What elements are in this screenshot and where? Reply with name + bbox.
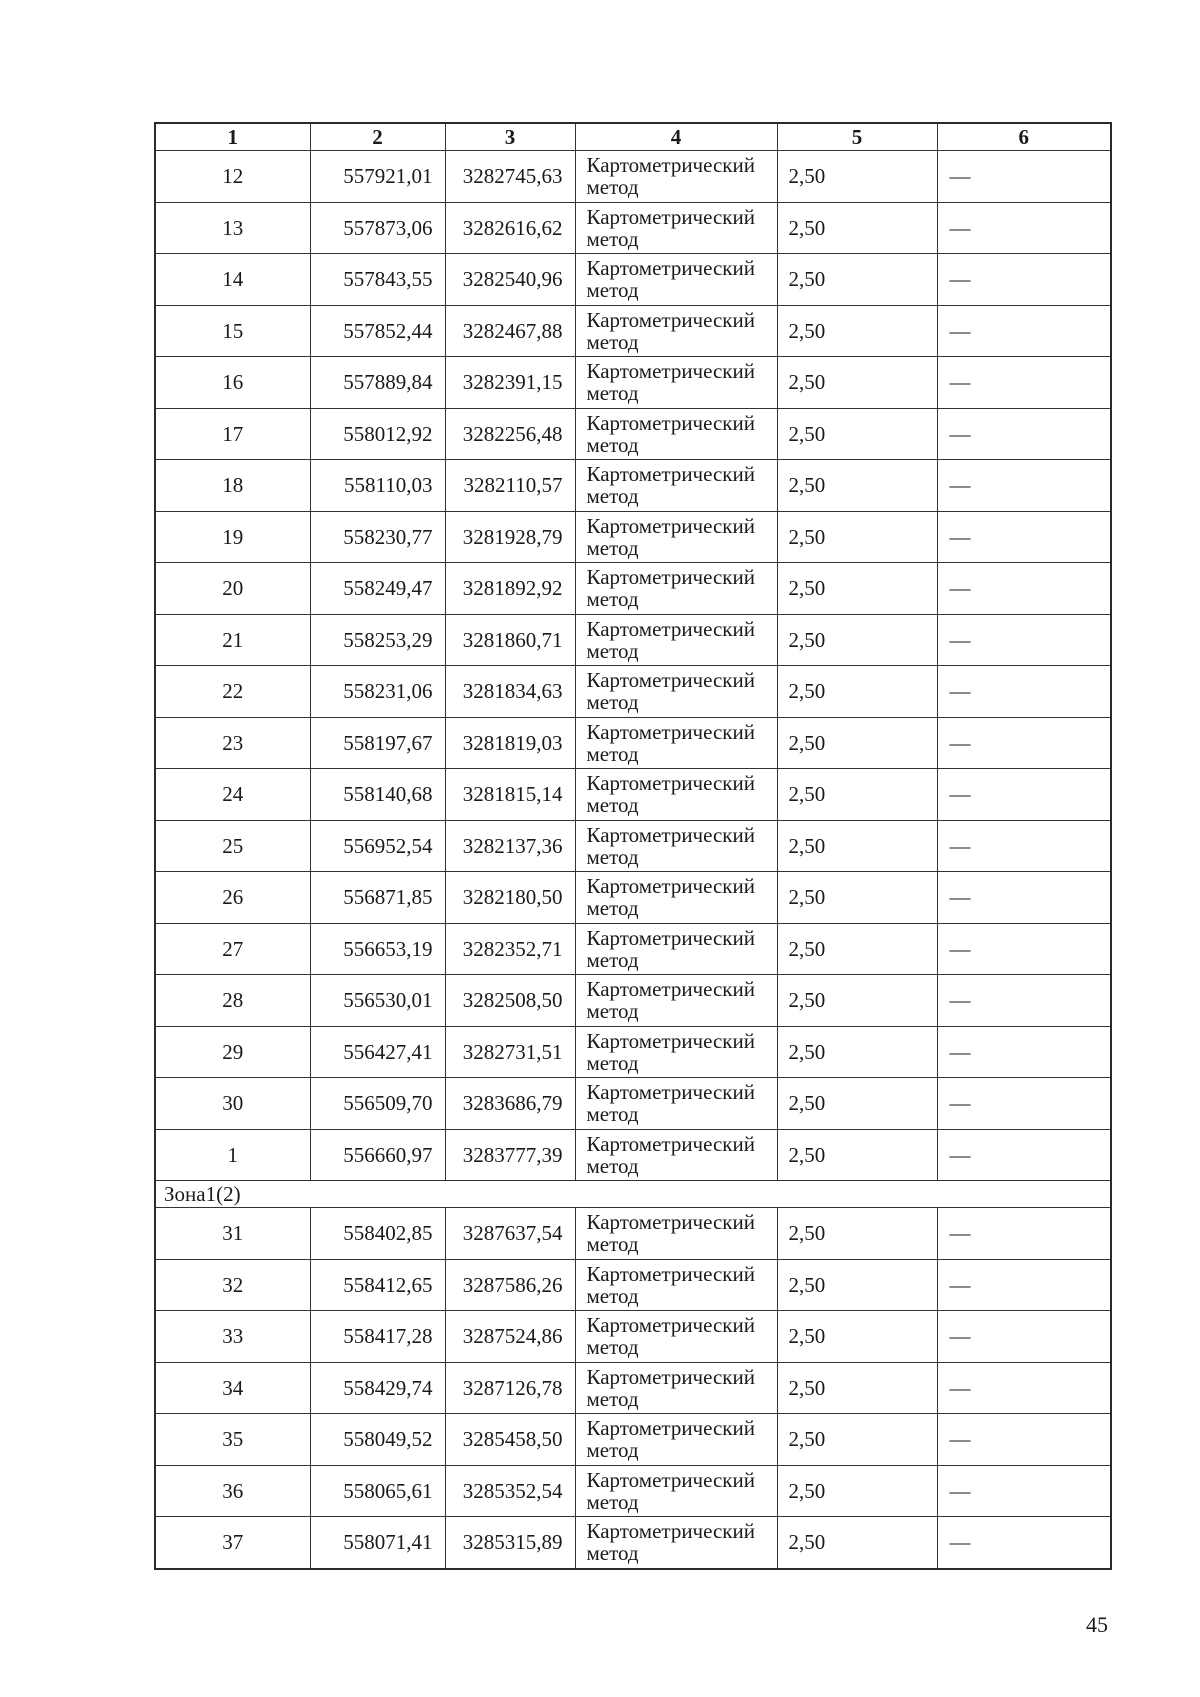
- point-number-cell: 28: [155, 975, 310, 1027]
- note-cell: —: [937, 511, 1111, 563]
- method-text-line: Картометрический: [586, 822, 755, 847]
- method-cell: [575, 1465, 777, 1517]
- method-text-line: Картометрический: [586, 1080, 755, 1105]
- accuracy-cell: 2,50: [777, 975, 937, 1027]
- method-text-line: Картометрический: [586, 616, 755, 641]
- x-coordinate-cell: 558049,52: [310, 1414, 445, 1466]
- note-cell: —: [937, 666, 1111, 718]
- note-cell: —: [937, 563, 1111, 615]
- method-text-line: Картометрический: [586, 462, 755, 487]
- note-cell: —: [937, 1078, 1111, 1130]
- method-text-line: метод: [586, 587, 639, 612]
- accuracy-cell: 2,50: [777, 305, 937, 357]
- x-coordinate-cell: 557843,55: [310, 254, 445, 306]
- method-cell: [575, 1311, 777, 1363]
- table-row: [155, 563, 1111, 615]
- note-cell: —: [937, 1465, 1111, 1517]
- point-number-cell: 24: [155, 769, 310, 821]
- note-cell: —: [937, 202, 1111, 254]
- method-text-line: Картометрический: [586, 1364, 755, 1389]
- y-coordinate-cell: 3287586,26: [445, 1259, 575, 1311]
- note-cell: —: [937, 1517, 1111, 1569]
- point-number-cell: 21: [155, 614, 310, 666]
- note-cell: —: [937, 872, 1111, 924]
- method-text-line: метод: [586, 690, 639, 715]
- table-body: [155, 151, 1111, 1569]
- coordinates-table: [154, 122, 1112, 1570]
- method-cell: [575, 666, 777, 718]
- note-cell: —: [937, 769, 1111, 821]
- method-cell: [575, 975, 777, 1027]
- note-cell: —: [937, 1311, 1111, 1363]
- column-header-5: 5: [777, 123, 937, 151]
- accuracy-cell: 2,50: [777, 717, 937, 769]
- method-text-line: Картометрический: [586, 1519, 755, 1544]
- x-coordinate-cell: 558417,28: [310, 1311, 445, 1363]
- method-cell: [575, 202, 777, 254]
- method-cell: [575, 923, 777, 975]
- point-number-cell: 37: [155, 1517, 310, 1569]
- method-cell: [575, 1362, 777, 1414]
- method-text-line: метод: [586, 1050, 639, 1075]
- method-text-line: Картометрический: [586, 204, 755, 229]
- x-coordinate-cell: 556427,41: [310, 1026, 445, 1078]
- accuracy-cell: 2,50: [777, 460, 937, 512]
- accuracy-cell: 2,50: [777, 1078, 937, 1130]
- point-number-cell: 22: [155, 666, 310, 718]
- point-number-cell: 15: [155, 305, 310, 357]
- accuracy-cell: 2,50: [777, 923, 937, 975]
- column-header-6: 6: [937, 123, 1111, 151]
- method-text-line: метод: [586, 1541, 639, 1566]
- method-text-line: Картометрический: [586, 668, 755, 693]
- zone-label: Зона1(2): [155, 1181, 1111, 1208]
- y-coordinate-cell: 3285315,89: [445, 1517, 575, 1569]
- method-cell: [575, 1026, 777, 1078]
- x-coordinate-cell: 556653,19: [310, 923, 445, 975]
- method-text-line: метод: [586, 1489, 639, 1514]
- method-text-line: метод: [586, 484, 639, 509]
- method-cell: [575, 1129, 777, 1181]
- accuracy-cell: 2,50: [777, 872, 937, 924]
- method-text-line: метод: [586, 947, 639, 972]
- point-number-cell: 34: [155, 1362, 310, 1414]
- y-coordinate-cell: 3281892,92: [445, 563, 575, 615]
- point-number-cell: 27: [155, 923, 310, 975]
- method-text-line: Картометрический: [586, 771, 755, 796]
- method-text-line: Картометрический: [586, 1210, 755, 1235]
- method-cell: [575, 1078, 777, 1130]
- y-coordinate-cell: 3282391,15: [445, 357, 575, 409]
- accuracy-cell: 2,50: [777, 666, 937, 718]
- accuracy-cell: 2,50: [777, 357, 937, 409]
- method-text-line: Картометрический: [586, 1261, 755, 1286]
- point-number-cell: 31: [155, 1208, 310, 1260]
- y-coordinate-cell: 3285458,50: [445, 1414, 575, 1466]
- y-coordinate-cell: 3282352,71: [445, 923, 575, 975]
- method-text-line: метод: [586, 432, 639, 457]
- table-row: [155, 872, 1111, 924]
- accuracy-cell: 2,50: [777, 1465, 937, 1517]
- accuracy-cell: 2,50: [777, 1414, 937, 1466]
- accuracy-cell: 2,50: [777, 769, 937, 821]
- y-coordinate-cell: 3283777,39: [445, 1129, 575, 1181]
- accuracy-cell: 2,50: [777, 202, 937, 254]
- method-cell: [575, 717, 777, 769]
- accuracy-cell: 2,50: [777, 1517, 937, 1569]
- column-header-2: 2: [310, 123, 445, 151]
- method-cell: [575, 305, 777, 357]
- table-row: [155, 769, 1111, 821]
- column-header-1: 1: [155, 123, 310, 151]
- accuracy-cell: 2,50: [777, 1026, 937, 1078]
- y-coordinate-cell: 3281819,03: [445, 717, 575, 769]
- table-row: [155, 408, 1111, 460]
- table-row: [155, 1078, 1111, 1130]
- method-text-line: метод: [586, 1386, 639, 1411]
- table-row: [155, 1414, 1111, 1466]
- method-text-line: Картометрический: [586, 256, 755, 281]
- note-cell: —: [937, 1026, 1111, 1078]
- table-row: [155, 511, 1111, 563]
- y-coordinate-cell: 3282467,88: [445, 305, 575, 357]
- point-number-cell: 26: [155, 872, 310, 924]
- point-number-cell: 23: [155, 717, 310, 769]
- x-coordinate-cell: 557889,84: [310, 357, 445, 409]
- table-row: [155, 460, 1111, 512]
- page-number: 45: [1086, 1612, 1108, 1637]
- method-text-line: метод: [586, 381, 639, 406]
- method-text-line: Картометрический: [586, 925, 755, 950]
- method-cell: [575, 254, 777, 306]
- method-text-line: метод: [586, 741, 639, 766]
- accuracy-cell: 2,50: [777, 820, 937, 872]
- y-coordinate-cell: 3283686,79: [445, 1078, 575, 1130]
- y-coordinate-cell: 3287126,78: [445, 1362, 575, 1414]
- point-number-cell: 35: [155, 1414, 310, 1466]
- method-text-line: метод: [586, 226, 639, 251]
- x-coordinate-cell: 558110,03: [310, 460, 445, 512]
- table-row: [155, 357, 1111, 409]
- method-text-line: метод: [586, 1335, 639, 1360]
- y-coordinate-cell: 3281860,71: [445, 614, 575, 666]
- method-text-line: Картометрический: [586, 1028, 755, 1053]
- y-coordinate-cell: 3287637,54: [445, 1208, 575, 1260]
- x-coordinate-cell: 557921,01: [310, 151, 445, 203]
- point-number-cell: 36: [155, 1465, 310, 1517]
- y-coordinate-cell: 3282110,57: [445, 460, 575, 512]
- y-coordinate-cell: 3282137,36: [445, 820, 575, 872]
- x-coordinate-cell: 558065,61: [310, 1465, 445, 1517]
- method-cell: [575, 614, 777, 666]
- method-text-line: метод: [586, 999, 639, 1024]
- point-number-cell: 16: [155, 357, 310, 409]
- table-row: [155, 151, 1111, 203]
- method-text-line: Картометрический: [586, 565, 755, 590]
- method-text-line: метод: [586, 896, 639, 921]
- method-text-line: Картометрический: [586, 513, 755, 538]
- point-number-cell: 13: [155, 202, 310, 254]
- x-coordinate-cell: 556952,54: [310, 820, 445, 872]
- x-coordinate-cell: 558012,92: [310, 408, 445, 460]
- table-row: [155, 975, 1111, 1027]
- method-text-line: Картометрический: [586, 410, 755, 435]
- point-number-cell: 19: [155, 511, 310, 563]
- note-cell: —: [937, 408, 1111, 460]
- note-cell: —: [937, 1259, 1111, 1311]
- accuracy-cell: 2,50: [777, 511, 937, 563]
- point-number-cell: 1: [155, 1129, 310, 1181]
- accuracy-cell: 2,50: [777, 151, 937, 203]
- note-cell: —: [937, 614, 1111, 666]
- method-text-line: метод: [586, 175, 639, 200]
- x-coordinate-cell: 558249,47: [310, 563, 445, 615]
- zone-header-row: [155, 1181, 1111, 1208]
- method-cell: [575, 563, 777, 615]
- table-row: [155, 1465, 1111, 1517]
- table-row: [155, 1362, 1111, 1414]
- note-cell: —: [937, 923, 1111, 975]
- accuracy-cell: 2,50: [777, 1311, 937, 1363]
- method-text-line: Картометрический: [586, 719, 755, 744]
- x-coordinate-cell: 558230,77: [310, 511, 445, 563]
- point-number-cell: 14: [155, 254, 310, 306]
- accuracy-cell: 2,50: [777, 563, 937, 615]
- method-text-line: метод: [586, 1283, 639, 1308]
- table-row: [155, 1517, 1111, 1569]
- method-text-line: метод: [586, 329, 639, 354]
- accuracy-cell: 2,50: [777, 254, 937, 306]
- table-row: [155, 305, 1111, 357]
- method-cell: [575, 820, 777, 872]
- y-coordinate-cell: 3281834,63: [445, 666, 575, 718]
- accuracy-cell: 2,50: [777, 408, 937, 460]
- point-number-cell: 25: [155, 820, 310, 872]
- note-cell: —: [937, 1362, 1111, 1414]
- x-coordinate-cell: 557873,06: [310, 202, 445, 254]
- accuracy-cell: 2,50: [777, 1208, 937, 1260]
- method-cell: [575, 1259, 777, 1311]
- y-coordinate-cell: 3287524,86: [445, 1311, 575, 1363]
- y-coordinate-cell: 3282256,48: [445, 408, 575, 460]
- column-header-3: 3: [445, 123, 575, 151]
- table-row: [155, 202, 1111, 254]
- y-coordinate-cell: 3282180,50: [445, 872, 575, 924]
- method-cell: [575, 769, 777, 821]
- x-coordinate-cell: 556871,85: [310, 872, 445, 924]
- note-cell: —: [937, 151, 1111, 203]
- point-number-cell: 18: [155, 460, 310, 512]
- x-coordinate-cell: 558402,85: [310, 1208, 445, 1260]
- method-cell: [575, 1208, 777, 1260]
- point-number-cell: 17: [155, 408, 310, 460]
- y-coordinate-cell: 3282508,50: [445, 975, 575, 1027]
- method-text-line: метод: [586, 793, 639, 818]
- method-text-line: метод: [586, 278, 639, 303]
- table-row: [155, 254, 1111, 306]
- point-number-cell: 30: [155, 1078, 310, 1130]
- x-coordinate-cell: 556660,97: [310, 1129, 445, 1181]
- table-row: [155, 1208, 1111, 1260]
- note-cell: —: [937, 975, 1111, 1027]
- point-number-cell: 33: [155, 1311, 310, 1363]
- method-text-line: метод: [586, 844, 639, 869]
- x-coordinate-cell: 558253,29: [310, 614, 445, 666]
- x-coordinate-cell: 557852,44: [310, 305, 445, 357]
- x-coordinate-cell: 558231,06: [310, 666, 445, 718]
- method-text-line: Картометрический: [586, 1131, 755, 1156]
- method-text-line: метод: [586, 1438, 639, 1463]
- accuracy-cell: 2,50: [777, 1362, 937, 1414]
- accuracy-cell: 2,50: [777, 614, 937, 666]
- note-cell: —: [937, 305, 1111, 357]
- method-cell: [575, 511, 777, 563]
- method-text-line: метод: [586, 1153, 639, 1178]
- method-cell: [575, 460, 777, 512]
- note-cell: —: [937, 820, 1111, 872]
- method-cell: [575, 151, 777, 203]
- note-cell: —: [937, 1208, 1111, 1260]
- method-cell: [575, 872, 777, 924]
- method-text-line: Картометрический: [586, 874, 755, 899]
- y-coordinate-cell: 3282540,96: [445, 254, 575, 306]
- method-text-line: Картометрический: [586, 977, 755, 1002]
- method-text-line: Картометрический: [586, 307, 755, 332]
- method-text-line: Картометрический: [586, 1313, 755, 1338]
- method-cell: [575, 408, 777, 460]
- x-coordinate-cell: 558197,67: [310, 717, 445, 769]
- method-text-line: Картометрический: [586, 153, 755, 178]
- table-header: [155, 123, 1111, 151]
- point-number-cell: 29: [155, 1026, 310, 1078]
- method-cell: [575, 1517, 777, 1569]
- method-text-line: Картометрический: [586, 359, 755, 384]
- note-cell: —: [937, 1414, 1111, 1466]
- x-coordinate-cell: 558071,41: [310, 1517, 445, 1569]
- table-row: [155, 1026, 1111, 1078]
- table-row: [155, 666, 1111, 718]
- method-text-line: метод: [586, 1102, 639, 1127]
- method-text-line: метод: [586, 535, 639, 560]
- y-coordinate-cell: 3281928,79: [445, 511, 575, 563]
- y-coordinate-cell: 3281815,14: [445, 769, 575, 821]
- table-row: [155, 717, 1111, 769]
- method-cell: [575, 1414, 777, 1466]
- accuracy-cell: 2,50: [777, 1259, 937, 1311]
- note-cell: —: [937, 717, 1111, 769]
- table-row: [155, 1259, 1111, 1311]
- note-cell: —: [937, 254, 1111, 306]
- x-coordinate-cell: 558429,74: [310, 1362, 445, 1414]
- method-cell: [575, 357, 777, 409]
- point-number-cell: 32: [155, 1259, 310, 1311]
- table-row: [155, 923, 1111, 975]
- x-coordinate-cell: 556509,70: [310, 1078, 445, 1130]
- table-row: [155, 1129, 1111, 1181]
- y-coordinate-cell: 3285352,54: [445, 1465, 575, 1517]
- table-row: [155, 820, 1111, 872]
- note-cell: —: [937, 1129, 1111, 1181]
- column-header-4: 4: [575, 123, 777, 151]
- x-coordinate-cell: 556530,01: [310, 975, 445, 1027]
- x-coordinate-cell: 558412,65: [310, 1259, 445, 1311]
- y-coordinate-cell: 3282731,51: [445, 1026, 575, 1078]
- point-number-cell: 12: [155, 151, 310, 203]
- y-coordinate-cell: 3282745,63: [445, 151, 575, 203]
- method-text-line: метод: [586, 638, 639, 663]
- accuracy-cell: 2,50: [777, 1129, 937, 1181]
- x-coordinate-cell: 558140,68: [310, 769, 445, 821]
- note-cell: —: [937, 460, 1111, 512]
- point-number-cell: 20: [155, 563, 310, 615]
- note-cell: —: [937, 357, 1111, 409]
- y-coordinate-cell: 3282616,62: [445, 202, 575, 254]
- table-row: [155, 1311, 1111, 1363]
- header-row: [155, 123, 1111, 151]
- method-text-line: Картометрический: [586, 1467, 755, 1492]
- method-text-line: метод: [586, 1232, 639, 1257]
- method-text-line: Картометрический: [586, 1416, 755, 1441]
- table-row: [155, 614, 1111, 666]
